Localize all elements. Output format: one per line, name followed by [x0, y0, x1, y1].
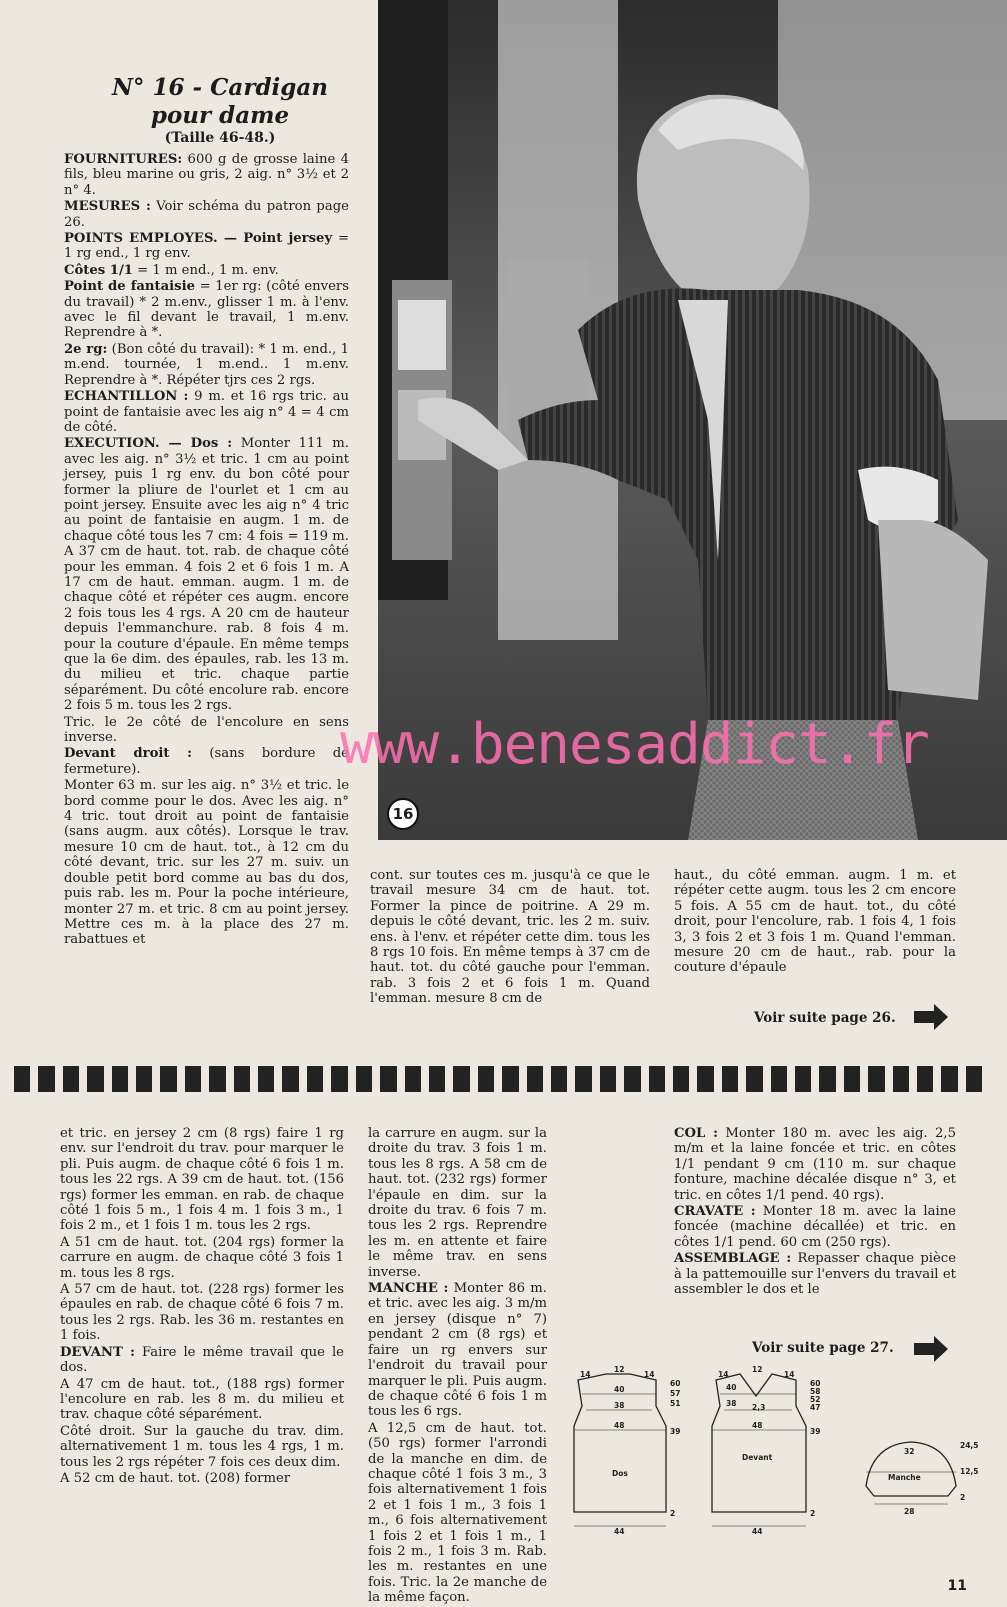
svg-text:Manche: Manche: [888, 1473, 921, 1482]
svg-text:14: 14: [718, 1370, 729, 1379]
svg-text:48: 48: [752, 1421, 763, 1430]
paragraph-text: Tric. le 2e côté de l'encolure en sens inverse.: [64, 714, 349, 746]
svg-text:38: 38: [614, 1401, 625, 1410]
svg-text:39: 39: [810, 1427, 821, 1436]
paragraph: [64, 279, 349, 341]
paragraph-heading: FOURNITURES:: [64, 152, 183, 167]
paragraph-text: (Bon côté du travail): * 1 m. end., 1 m.end. tournée, 1 m.end.. 1 m.env. Reprendre à *. Répéter tjrs ces 2 rgs.: [64, 341, 349, 388]
svg-text:48: 48: [614, 1421, 625, 1430]
svg-text:28: 28: [904, 1507, 915, 1516]
paragraph: [64, 746, 349, 777]
pattern-number-badge: 16: [387, 798, 419, 830]
svg-text:40: 40: [614, 1385, 625, 1394]
paragraph-text: A 12,5 cm de haut. tot. (50 rgs) former l'arrondi de la manche en dim. de chaque côté 1 fois 3 m., 3 fois alternativement 1 fois 2 et 1 fois 1 m., 3 fois 1 m., 6 fois alternativement 1 fois 2 et 1 fois 1 m., 1 fois 2 m., 1 fois 3 m. Rab. les m. restantes en une fois. Tric. la 2e manche de la même façon.: [368, 1420, 547, 1606]
svg-text:14: 14: [580, 1370, 591, 1379]
paragraph-text: Monter 180 m. avec les aig. 2,5 m/m et la laine foncée et tric. en côtes 1/1 pendant 9 cm (110 m. sur chaque fonture, machine décalée disque n° 3, et tric. en côtes 1/1 pend. 40 rgs).: [674, 1126, 956, 1203]
instructions-bottom-column-3: [674, 1126, 956, 1298]
paragraph-heading: EXECUTION. — Dos :: [64, 436, 233, 452]
paragraph-text: A 47 cm de haut. tot., (188 rgs) former l'encolure en rab. les 8 m. du milieu et trav. chaque côté séparément.: [60, 1376, 344, 1423]
paragraph-heading: DEVANT :: [60, 1344, 136, 1360]
paragraph-text: Voir schéma du patron page 26.: [64, 199, 349, 230]
svg-text:40: 40: [726, 1383, 737, 1392]
svg-text:44: 44: [752, 1527, 763, 1536]
paragraph: [60, 1126, 344, 1234]
paragraph-text: Côté droit. Sur la gauche du trav. dim. alternativement 1 m. tous les 4 rgs, 1 m. tous les 2 rgs répéter 7 fois ces deux dim.: [60, 1423, 344, 1470]
paragraph-text: = 1er rg: (côté envers du travail) * 2 m.env., glisser 1 m. à l'env. avec le fil devant le travail, 1 m.env. Reprendre à *.: [64, 279, 349, 341]
instructions-bottom-column-1: [60, 1126, 344, 1487]
paragraph: [64, 199, 349, 230]
paragraph: [64, 778, 349, 947]
paragraph-text: A 57 cm de haut. tot. (228 rgs) former les épaules en rab. de chaque côté 6 fois 7 m. tous les 2 rgs. Rab. les 36 m. restantes en 1 fois.: [60, 1282, 344, 1344]
paragraph-text: = 1 rg end., 1 rg env.: [64, 231, 349, 262]
paragraph-heading: Devant droit :: [64, 746, 193, 762]
size-note: (Taille 46-48.): [164, 130, 276, 146]
paragraph-heading: ECHANTILLON :: [64, 389, 189, 405]
paragraph: [64, 715, 349, 746]
paragraph-heading: Point de fantaisie: [64, 279, 195, 295]
paragraph-text: A 51 cm de haut. tot. (204 rgs) former la carrure en augm. de chaque côté 3 fois 1 m. tous les 8 rgs.: [60, 1234, 344, 1281]
svg-text:14: 14: [784, 1370, 795, 1379]
svg-text:60: 60: [670, 1379, 681, 1388]
paragraph-heading: MESURES :: [64, 199, 151, 215]
svg-text:24,5: 24,5: [960, 1441, 979, 1450]
paragraph: [64, 152, 349, 198]
paragraph: [368, 1421, 547, 1606]
paragraph: [64, 263, 349, 278]
paragraph: [60, 1377, 344, 1423]
paragraph-text: Monter 86 m. et tric. avec les aig. 3 m/m en jersey (disque n° 7) pendant 2 cm (8 rgs) et faire un rg envers sur l'endroit du travail pour marquer le pli. Puis augm. de chaque côté 6 fois 1 m tous les 6 rgs.: [368, 1281, 547, 1420]
svg-text:44: 44: [614, 1527, 625, 1536]
manche-schematic: [866, 1441, 979, 1516]
svg-text:57: 57: [670, 1389, 681, 1398]
paragraph: [60, 1282, 344, 1344]
paragraph: [64, 342, 349, 388]
instructions-column-3-top: haut., du côté emman. augm. 1 m. et répéter cette augm. tous les 2 cm encore 5 fois. A 55 cm de haut. tot., du côté droit, pour l'encolure, rab. 1 fois 4, 1 fois 3, 3 fois 2 et 3 fois 1 m. Quand l'emman. mesure 20 cm de haut., rab. pour la couture d'épaule: [674, 868, 956, 976]
svg-text:12: 12: [614, 1366, 625, 1374]
paragraph-text: Faire le même travail que le dos.: [60, 1344, 344, 1376]
svg-text:38: 38: [726, 1399, 737, 1408]
svg-text:12: 12: [752, 1366, 763, 1374]
svg-text:32: 32: [904, 1447, 915, 1456]
svg-text:58: 58: [810, 1387, 821, 1396]
paragraph-text: Monter 63 m. sur les aig. n° 3½ et tric. le bord comme pour le dos. Avec les aig. n° 4 tric. tout droit au point de fantaisie (sans augm. aux côtés). Lorsque le trav. mesure 10 cm de haut. tot., à 12 cm du côté devant, tric. sur les 27 m. suiv. un double petit bord comme au bas du dos, puis rab. les m. Pour la poche intérieure, monter 27 m. et tric. 8 cm au point jersey. Mettre ces m. à la place des 27 m. rabattues et: [64, 778, 349, 948]
continued-page-26: Voir suite page 26.: [754, 1010, 896, 1026]
paragraph-heading: Côtes 1/1: [64, 262, 133, 278]
devant-schematic: [712, 1366, 820, 1536]
paragraph-text: 600 g de grosse laine 4 fils, bleu marine ou gris, 2 aig. n° 3½ et 2 n° 4.: [64, 152, 349, 198]
dos-schematic: [574, 1366, 680, 1536]
continued-page-27: Voir suite page 27.: [752, 1340, 894, 1356]
section-divider: [14, 1066, 982, 1094]
right-arrow-icon: [914, 1004, 948, 1030]
instructions-column-2-top: cont. sur toutes ces m. jusqu'à ce que le travail mesure 34 cm de haut. tot. Former la pince de poitrine. A 29 m. depuis le côté devant, tric. les 2 m. suiv. ens. à l'env. et répéter cette dim. tous les 8 rgs 10 fois. En même temps à 37 cm de haut. tot. du côté gauche pour l'emman. rab. 3 fois 2 et 6 fois 1 m. Quand l'emman. mesure 8 cm de: [370, 868, 650, 1007]
svg-text:60: 60: [810, 1379, 821, 1388]
paragraph-heading: POINTS EMPLOYES. — Point jersey: [64, 231, 333, 247]
paragraph-heading: COL :: [674, 1126, 718, 1141]
paragraph-text: A 52 cm de haut. tot. (208) former: [60, 1470, 291, 1486]
paragraph: [64, 231, 349, 262]
paragraph: [368, 1126, 547, 1280]
watermark: www.benesaddict.fr: [340, 712, 929, 777]
instructions-column-1: [64, 152, 349, 949]
paragraph-text: Monter 111 m. avec les aig. n° 3½ et tric. 1 cm au point jersey, puis 1 rg env. du bon côté pour former la pliure de l'ourlet et 1 cm au point jersey. Ensuite avec les aig n° 4 tric au point de fantaisie en augm. 1 m. de chaque côté tous les 7 cm: 4 fois = 119 m. A 37 cm de haut. tot. rab. de chaque côté pour les emman. 4 fois 2 et 6 fois 1 m. A 17 cm de haut. emman. augm. 1 m. de chaque côté et répéter ces augm. encore 2 fois tous les 4 rgs. A 20 cm de hauteur depuis l'emmanchure. rab. 8 fois 4 m. pour la couture d'épaule. En même temps que la 6e dim. des épaules, rab. les 13 m. du milieu et tric. chaque partie séparément. Du côté encolure rab. encore 2 fois 5 m. tous les 2 rgs.: [64, 436, 349, 714]
instructions-bottom-column-2: [368, 1126, 547, 1607]
paragraph-heading: CRAVATE :: [674, 1204, 756, 1220]
svg-text:39: 39: [670, 1427, 681, 1436]
paragraph-text: Monter 18 m. avec la laine foncée (machine décallée) et tric. en côtes 1/1 pend. 60 cm (250 rgs).: [674, 1204, 956, 1250]
paragraph: [60, 1471, 344, 1486]
right-arrow-icon: [914, 1336, 948, 1362]
svg-text:Devant: Devant: [742, 1453, 773, 1462]
svg-text:12,5: 12,5: [960, 1467, 979, 1476]
svg-text:52: 52: [810, 1395, 821, 1404]
paragraph-text: 9 m. et 16 rgs tric. au point de fantaisie avec les aig n° 4 = 4 cm de côté.: [64, 389, 349, 435]
paragraph-heading: MANCHE :: [368, 1281, 449, 1297]
paragraph: [60, 1424, 344, 1470]
svg-text:14: 14: [644, 1370, 655, 1379]
svg-text:2: 2: [670, 1509, 676, 1518]
svg-text:2: 2: [810, 1509, 816, 1518]
paragraph-text: la carrure en augm. sur la droite du trav. 3 fois 1 m. tous les 8 rgs. A 58 cm de haut. tot. (232 rgs) former l'épaule en dim. sur la droite du trav. 6 fois 7 m. tous les 2 rgs. Reprendre les m. en attente et faire le même trav. en sens inverse.: [368, 1126, 547, 1280]
paragraph: [60, 1345, 344, 1376]
paragraph: [64, 389, 349, 435]
paragraph-text: = 1 m end., 1 m. env.: [132, 262, 279, 278]
paragraph: [64, 436, 349, 713]
paragraph: [674, 1126, 956, 1203]
paragraph-text: et tric. en jersey 2 cm (8 rgs) faire 1 rg env. sur l'endroit du trav. pour marquer le pli. Puis augm. de chaque côté 6 fois 1 m. tous les 22 rgs. A 39 cm de haut. tot. (156 rgs) former les emman. en rab. de chaque côté 1 fois 5 m., 1 fois 4 m. 1 fois 3 m., 1 fois 2 m., et 1 fois 1 m. tous les 2 rgs.: [60, 1126, 344, 1234]
paragraph-text: Repasser chaque pièce à la pattemouille sur l'envers du travail et assembler le dos et le: [674, 1251, 956, 1298]
paragraph: [368, 1281, 547, 1420]
svg-text:Dos: Dos: [612, 1469, 628, 1478]
paragraph: [674, 1251, 956, 1297]
pattern-title-line2: pour dame: [150, 102, 290, 129]
svg-text:2,3: 2,3: [752, 1403, 766, 1412]
paragraph: [60, 1235, 344, 1281]
svg-text:2: 2: [960, 1493, 966, 1502]
svg-text:51: 51: [670, 1399, 681, 1408]
paragraph-heading: 2e rg:: [64, 341, 108, 357]
page-number: 11: [947, 1578, 967, 1594]
pattern-schematic: [566, 1366, 986, 1536]
svg-text:47: 47: [810, 1403, 821, 1412]
pattern-title-line1: N° 16 - Cardigan: [112, 74, 328, 101]
paragraph-text: (sans bordure de fermeture).: [64, 746, 349, 777]
paragraph-heading: ASSEMBLAGE :: [674, 1251, 792, 1267]
paragraph: [674, 1204, 956, 1250]
